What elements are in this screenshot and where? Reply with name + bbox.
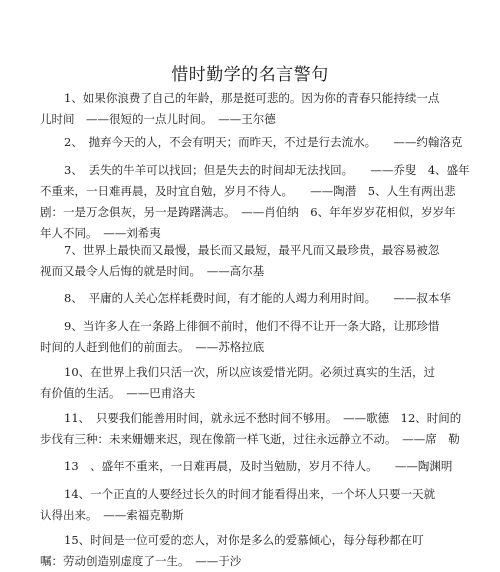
quote-14 [40, 484, 460, 526]
quote-1 [40, 88, 460, 130]
quote-3 [40, 160, 470, 244]
quote-9 [40, 316, 460, 358]
quote-line: 10、在世界上我们只活一次，所以应该爱惜光阴。必须过真实的生活，过 [64, 365, 436, 379]
quote-line: 视而又最令人后悔的就是时间。 ——高尔基 [40, 264, 265, 278]
quote-line: 2、 抛弃今天的人，不会有明天；而昨天，不过是行去流水。 ——约翰洛克 [64, 135, 463, 149]
quote-line: 1、如果你浪费了自己的年龄，那是挺可悲的。因为你的青春只能持续一点 [64, 91, 440, 105]
quote-line: 剧：一是万念俱灰，另一是踌躇满志。 ——肖伯纳 6、年年岁岁花相似，岁岁年 [40, 205, 456, 219]
quote-13 [40, 456, 460, 477]
quote-line: 认得出来。 ——索福克勒斯 [40, 508, 184, 522]
quote-7 [40, 240, 460, 282]
quote-line: 步伐有三种：未来姗姗来迟，现在像箭一样飞逝，过往永远静立不动。 ——席 勒 [40, 432, 460, 446]
quote-line: 11、 只要我们能善用时间，就永远不愁时间不够用。 ——歌德 12、时间的 [64, 411, 462, 425]
quote-line: 3、 丢失的牛羊可以找回；但是失去的时间却无法找回。 ——乔叟 4、盛年 [64, 163, 470, 177]
quote-line: 儿时间 ——很短的一点儿时间。 ——王尔德 [40, 112, 276, 126]
quote-line: 15、时间是一位可爱的恋人，对你是多么的爱慕倾心，每分每秒都在叮 [64, 533, 424, 547]
quote-line: 9、当许多人在一条路上徘徊不前时，他们不得不让开一条大路，让那珍惜 [64, 319, 440, 333]
quote-line: 不重来，一日难再晨，及时宜自勉，岁月不待人。 ——陶潜 5、人生有两出悲 [40, 184, 456, 198]
quote-line: 有价值的生活。 ——巴甫洛夫 [40, 386, 196, 400]
quote-line: 时间的人赶到他们的前面去。 ——苏格拉底 [40, 340, 265, 354]
quote-line: 13 、盛年不重来，一日难再晨，及时当勉励，岁月不待人。 ——陶渊明 [64, 459, 453, 473]
quote-8 [40, 288, 460, 309]
quote-line: 14、一个正直的人要经过长久的时间才能看得出来，一个坏人只要一天就 [64, 487, 436, 501]
quote-line: 8、 平庸的人关心怎样耗费时间，有才能的人竭力利用时间。 ——叔本华 [64, 291, 451, 305]
quote-line: 嘱：劳动创造别虚度了一生。 ——于沙 [40, 554, 242, 568]
quote-line: 7、世界上最快而又最慢，最长而又最短，最平凡而又最珍贵，最容易被忽 [64, 243, 440, 257]
quote-10 [40, 362, 460, 404]
page-title: 惜时勤学的名言警句 [171, 65, 329, 85]
quote-11 [40, 408, 460, 450]
quote-line: 年人不同。 ——刘希夷 [40, 226, 161, 240]
quote-2 [40, 132, 463, 153]
